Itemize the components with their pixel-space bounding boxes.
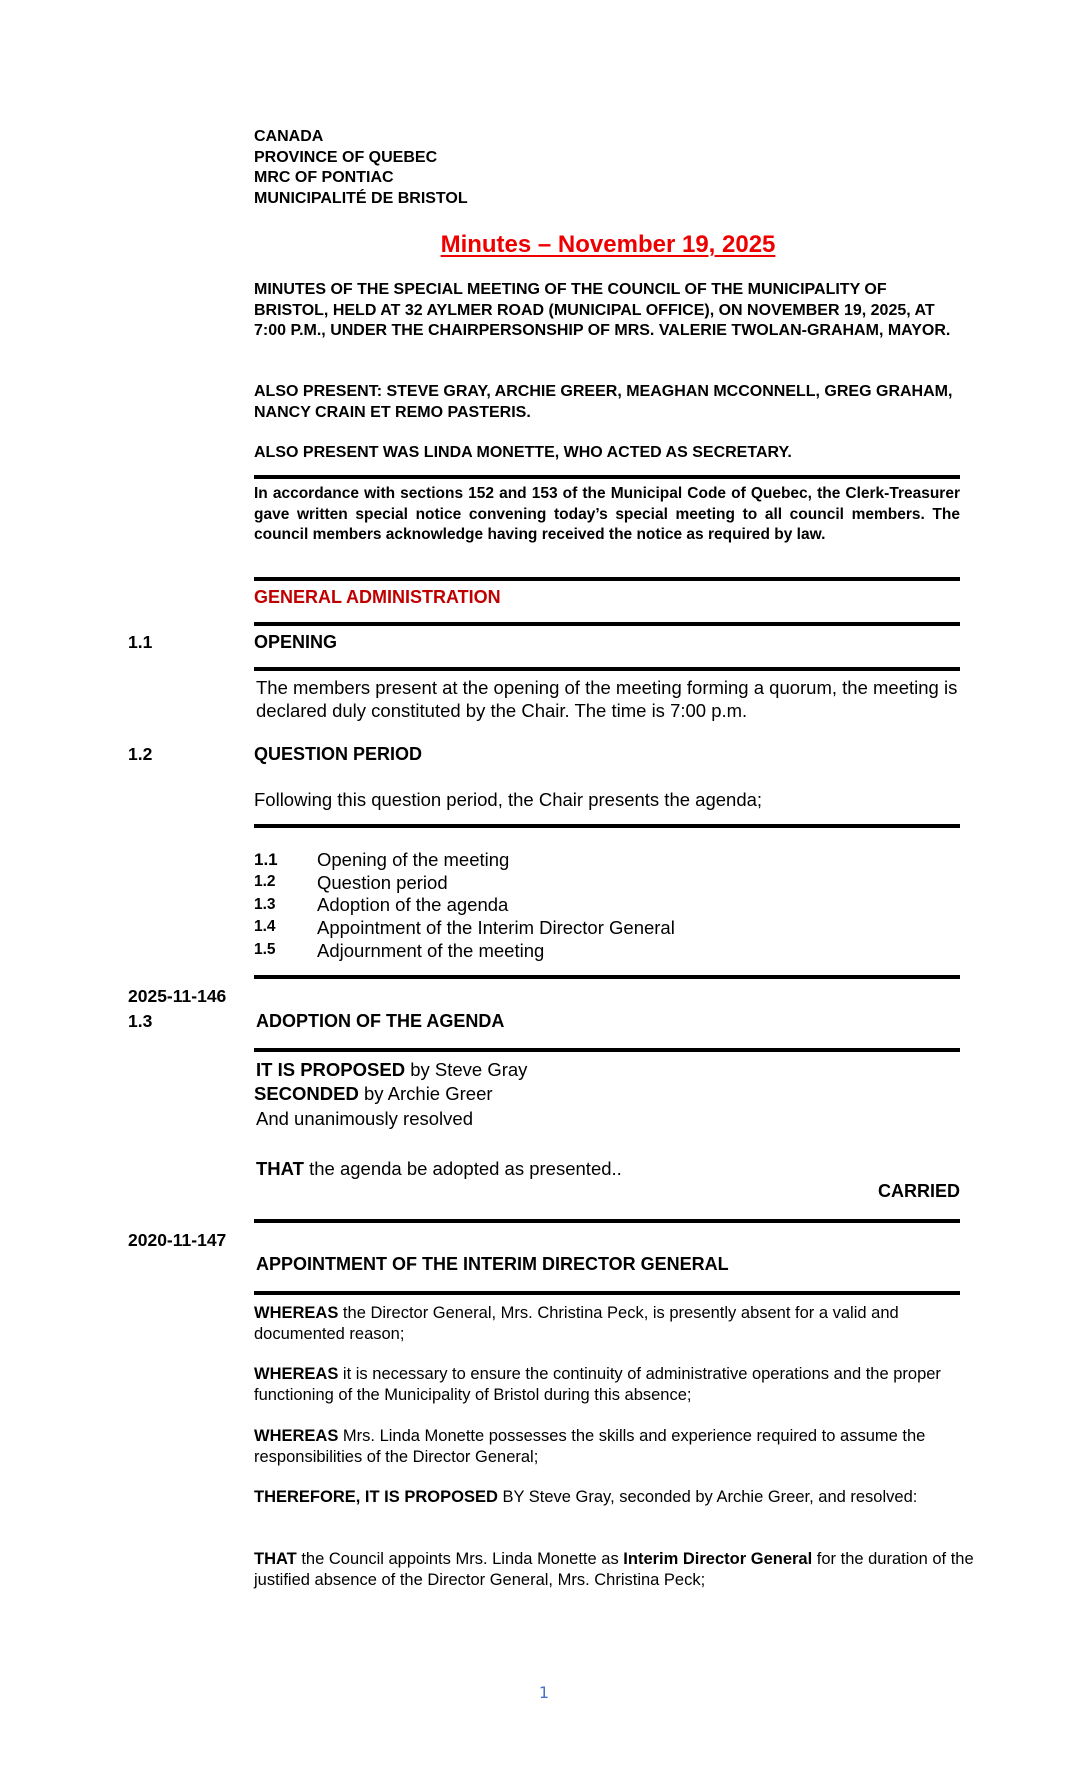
proposed-name: by Steve Gray [405,1059,528,1080]
resolved-text: And unanimously resolved [256,1108,473,1129]
divider [254,824,960,828]
interim-title: Interim Director General [623,1550,813,1568]
secretary-note: ALSO PRESENT WAS LINDA MONETTE, WHO ACTED AS SECRETARY. [254,444,792,461]
section-general-administration: GENERAL ADMINISTRATION [254,587,501,607]
heading-question-period: QUESTION PERIOD [254,744,423,764]
agenda-item-label: Adoption of the agenda [317,894,509,915]
whereas-label: WHEREAS [254,1365,339,1383]
appointment-that [254,1549,974,1590]
header-mrc: MRC OF PONTIAC [254,169,394,186]
item-number-question-period: 1.2 [128,744,153,764]
agenda-item-label: Opening of the meeting [317,849,510,870]
header-country: CANADA [254,128,324,145]
agenda-item-label: Question period [317,872,448,893]
divider [254,1291,960,1295]
document-title: Minutes – November 19, 2025 [440,231,776,258]
agenda-item-number: 1.4 [254,918,276,935]
divider [254,577,960,581]
divider [254,975,960,979]
therefore-label: THEREFORE, IT IS PROPOSED [254,1488,498,1506]
agenda-item-number: 1.3 [254,896,276,913]
agenda-item-number: 1.1 [254,850,278,869]
seconded-name: by Archie Greer [358,1083,493,1104]
header-province: PROVINCE OF QUEBEC [254,149,438,166]
therefore-text: BY Steve Gray, seconded by Archie Greer, and resolved: [497,1488,918,1506]
divider [254,475,960,479]
carried-status: CARRIED [877,1181,960,1201]
question-period-text: Following this question period, the Chair presents the agenda; [254,789,763,810]
item-number-adoption: 1.3 [128,1011,153,1031]
that-text: the Council appoints Mrs. Linda Monette as [296,1550,624,1568]
adoption-that [256,1157,962,1180]
that-text: the agenda be adopted as presented.. [303,1158,622,1179]
header-municipality: MUNICIPALITÉ DE BRISTOL [254,190,468,207]
divider [254,1219,960,1223]
agenda-item-label: Adjournment of the meeting [317,940,545,961]
heading-opening: OPENING [254,632,338,652]
whereas-3 [254,1426,974,1467]
divider [254,667,960,671]
whereas-2 [254,1364,974,1405]
meeting-description: MINUTES OF THE SPECIAL MEETING OF THE COUNCIL OF THE MUNICIPALITY OF BRISTOL, HELD AT 32 AYLMER ROAD (MUNICIPAL OFFICE), ON NOVEMBER 19, 2025, AT 7:00 P.M., UNDER THE CHAIRPERSONSHIP OF MRS. VALERIE TWOLAN-GRAHAM, MAYOR. [254,281,951,339]
page-number: 1 [538,1683,550,1702]
agenda-item-number: 1.2 [254,873,276,890]
that-label: THAT [254,1550,297,1568]
agenda-item-label: Appointment of the Interim Director General [317,917,675,938]
therefore-clause [254,1487,974,1508]
whereas-1 [254,1303,974,1344]
notice-paragraph: In accordance with sections 152 and 153 of the Municipal Code of Quebec, the Clerk-Treasurer gave written special notice convening today’s special meeting to all council members. The council members acknowledge having received the notice as required by law. [254,485,960,543]
also-present: ALSO PRESENT: STEVE GRAY, ARCHIE GREER, MEAGHAN MCCONNELL, GREG GRAHAM, NANCY CRAIN ET REMO PASTERIS. [254,383,953,421]
that-text: for the duration of the justified absence of the Director General, Mrs. Christina Peck; [254,1550,974,1589]
heading-adoption: ADOPTION OF THE AGENDA [256,1011,505,1031]
item-number-opening: 1.1 [128,632,153,652]
seconded-label: SECONDED [254,1083,359,1104]
proposed-label: IT IS PROPOSED [256,1059,406,1080]
resolution-number-appointment: 2020-11-147 [128,1230,227,1250]
whereas-label: WHEREAS [254,1304,339,1322]
whereas-text: it is necessary to ensure the continuity of administrative operations and the proper functioning of the Municipality of Bristol during this absence; [254,1365,941,1404]
agenda-item-number: 1.5 [254,941,276,958]
heading-appointment: APPOINTMENT OF THE INTERIM DIRECTOR GENERAL [256,1254,729,1274]
divider [254,622,960,626]
seconded-by [254,1082,960,1105]
resolution-number-adoption: 2025-11-146 [128,986,227,1006]
whereas-label: WHEREAS [254,1427,339,1445]
divider [254,1048,960,1052]
proposed-by [256,1058,962,1081]
opening-text: The members present at the opening of the meeting forming a quorum, the meeting is declared duly constituted by the Chair. The time is 7:00 p.m. [256,677,958,721]
that-label: THAT [256,1158,304,1179]
whereas-text: the Director General, Mrs. Christina Peck, is presently absent for a valid and documented reason; [254,1304,899,1343]
whereas-text: Mrs. Linda Monette possesses the skills and experience required to assume the responsibilities of the Director General; [254,1427,926,1466]
